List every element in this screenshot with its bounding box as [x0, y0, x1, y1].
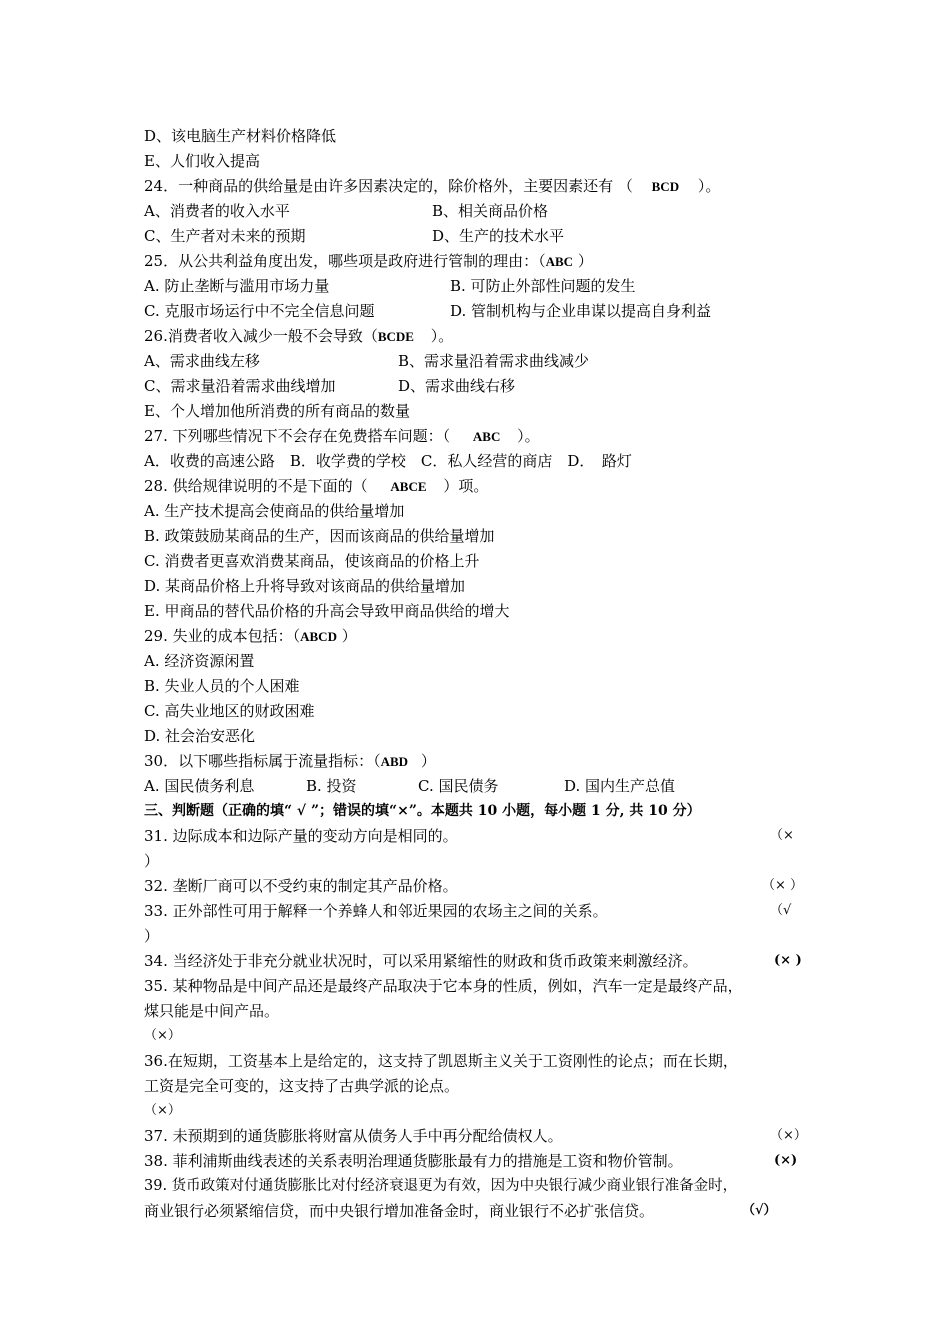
judgment-item: 33. 正外部性可用于解释一个养蜂人和邻近果园的农场主之间的关系。: [144, 902, 608, 920]
option-line: D、该电脑生产材料价格降低: [144, 127, 337, 145]
option-line: A. 生产技术提高会使商品的供给量增加: [144, 502, 405, 520]
judgment-mark: ）: [144, 927, 160, 945]
judgment-item: 工资是完全可变的，这支持了古典学派的论点。: [144, 1077, 460, 1095]
option-line: D. 国内生产总值: [564, 777, 676, 795]
option-line: E、人们收入提高: [144, 152, 260, 170]
answer: ABCE: [390, 479, 427, 494]
judgment-item: 31. 边际成本和边际产量的变动方向是相同的。: [144, 827, 458, 845]
judgment-mark: （×）: [144, 1103, 181, 1118]
option-line: A．收费的高速公路 B．收学费的学校 C．私人经营的商店 D． 路灯: [144, 452, 632, 470]
judgment-mark: （√）: [742, 1203, 777, 1218]
option-line: A、需求曲线左移: [144, 352, 260, 370]
judgment-item: 35. 某种物品是中间产品还是最终产品取决于它本身的性质，例如，汽车一定是最终产品，: [144, 977, 743, 995]
question-26: 26.消费者收入减少一般不会导致（BCDE ）。: [144, 327, 454, 345]
judgment-item: 商业银行必须紧缩信贷，而中央银行增加准备金时，商业银行不必扩张信贷。: [144, 1202, 655, 1220]
answer: BCD: [651, 179, 680, 194]
option-line: D. 社会治安恶化: [144, 727, 256, 745]
option-line: C. 国民债务: [418, 777, 499, 795]
question-27: 27. 下列哪些情况下不会存在免费搭车问题：（ ABC ）。: [144, 427, 540, 445]
option-line: A、消费者的收入水平: [144, 202, 290, 220]
option-line: B、需求量沿着需求曲线减少: [398, 352, 590, 370]
option-line: A. 国民债务利息: [144, 777, 255, 795]
option-line: D. 某商品价格上升将导致对该商品的供给量增加: [144, 577, 466, 595]
judgment-mark: (× ): [774, 953, 802, 968]
option-line: D、生产的技术水平: [432, 227, 565, 245]
judgment-item: 39. 货币政策对付通货膨胀比对付经济衰退更为有效，因为中央银行减少商业银行准备金时，: [144, 1178, 738, 1194]
option-line: D、需求曲线右移: [398, 377, 516, 395]
judgment-mark: （×）: [770, 1128, 807, 1143]
option-line: B、相关商品价格: [432, 202, 549, 220]
option-line: D. 管制机构与企业串谋以提高自身利益: [450, 302, 712, 320]
answer: ABD: [380, 754, 409, 769]
judgment-mark: （× ）: [762, 878, 804, 893]
option-line: B. 失业人员的个人困难: [144, 677, 300, 695]
judgment-item: 煤只能是中间产品。: [144, 1002, 280, 1020]
option-line: C、生产者对未来的预期: [144, 227, 306, 245]
judgment-item: 32. 垄断厂商可以不受约束的制定其产品价格。: [144, 877, 458, 895]
question-28: 28. 供给规律说明的不是下面的（ ABCE ）项。: [144, 477, 489, 495]
option-line: C. 高失业地区的财政困难: [144, 702, 315, 720]
option-line: E. 甲商品的替代品价格的升高会导致甲商品供给的增大: [144, 602, 510, 620]
answer: BCDE: [377, 329, 414, 344]
judgment-mark: (×): [774, 1153, 798, 1168]
judgment-mark: （×）: [144, 1028, 181, 1043]
answer: ABCD: [300, 629, 337, 644]
judgment-mark: ）: [144, 852, 160, 870]
question-29: 29. 失业的成本包括：（ABCD ）: [144, 627, 357, 645]
option-line: A. 经济资源闲置: [144, 652, 255, 670]
option-line: C. 消费者更喜欢消费某商品，使该商品的价格上升: [144, 552, 480, 570]
question-30: 30．以下哪些指标属于流量指标：（ABD ）: [144, 752, 436, 770]
judgment-item: 37. 未预期到的通货膨胀将财富从债务人手中再分配给债权人。: [144, 1127, 563, 1145]
option-line: C. 克服市场运行中不完全信息问题: [144, 302, 375, 320]
answer: ABC: [545, 254, 574, 269]
question-25: 25．从公共利益角度出发，哪些项是政府进行管制的理由：（ABC ）: [144, 252, 593, 270]
answer: ABC: [472, 429, 501, 444]
judgment-item: 38. 菲利浦斯曲线表述的关系表明治理通货膨胀最有力的措施是工资和物价管制。: [144, 1152, 683, 1170]
option-line: B. 政策鼓励某商品的生产，因而该商品的供给量增加: [144, 527, 495, 545]
judgment-mark: （√: [770, 903, 792, 918]
judgment-item: 34. 当经济处于非充分就业状况时，可以采用紧缩性的财政和货币政策来刺激经济。: [144, 952, 698, 970]
judgment-item: 36.在短期，工资基本上是给定的，这支持了凯恩斯主义关于工资刚性的论点；而在长期，: [144, 1052, 738, 1070]
section-heading: 三、判断题（正确的填“ √ ”；错误的填“×”。本题共 10 小题，每小题 1 分, 共 10 分）: [144, 803, 701, 819]
option-line: C、需求量沿着需求曲线增加: [144, 377, 336, 395]
option-line: A. 防止垄断与滥用市场力量: [144, 277, 330, 295]
judgment-mark: （×: [770, 828, 794, 843]
option-line: B. 投资: [306, 777, 357, 795]
option-line: E、个人增加他所消费的所有商品的数量: [144, 402, 410, 420]
question-24: 24．一种商品的供给量是由许多因素决定的，除价格外，主要因素还有 （ BCD ）。: [144, 177, 721, 195]
option-line: B. 可防止外部性问题的发生: [450, 277, 636, 295]
